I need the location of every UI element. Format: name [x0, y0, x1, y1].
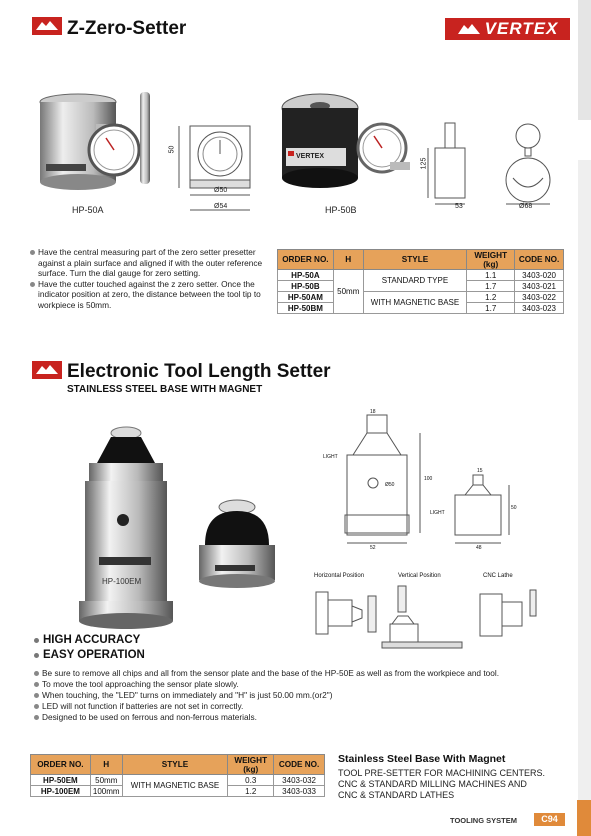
brand-logo [445, 18, 570, 40]
table-header: CODE NO. [515, 250, 564, 270]
table-row: HP-50A 50mm STANDARD TYPE 1.1 3403-020 [278, 270, 564, 281]
drawing-label: 18 [370, 409, 376, 415]
dim-label: 125 [420, 157, 428, 170]
dim-label: 50 [168, 145, 176, 154]
dim-label: Ø50 [214, 187, 228, 194]
dim-label: Ø54 [214, 203, 228, 210]
drawing-label: 50 [511, 505, 517, 511]
side-line: CNC & STANDARD MILLING MACHINES AND [338, 779, 527, 789]
dim-label: 53 [455, 203, 463, 210]
brand-icon [32, 361, 62, 379]
table-row: HP-50BM 1.7 3403-023 [278, 303, 564, 314]
section-title: Electronic Tool Length Setter [67, 361, 331, 382]
hp50b-photo [278, 88, 418, 203]
drawing-label: Ø50 [385, 482, 395, 488]
product-label: HP-50A [72, 205, 104, 215]
svg-text:VERTEX: VERTEX [296, 153, 325, 160]
table-row: HP-50B 1.7 3403-021 [278, 281, 564, 292]
table-row: HP-50AM WITH MAGNETIC BASE 1.2 3403-022 [278, 292, 564, 303]
spec-table [30, 754, 325, 797]
sidebar-tab [578, 160, 591, 836]
side-description [338, 768, 545, 801]
table-row: HP-100EM 100mm 1.2 3403-033 [31, 786, 325, 797]
notes-list [30, 247, 268, 311]
brand-name: VERTEX [484, 19, 559, 38]
table-header: WEIGHT (kg) [467, 250, 515, 270]
drawing-label: LIGHT [323, 454, 338, 460]
notes-list [34, 668, 574, 723]
side-title: Stainless Steel Base With Magnet [338, 753, 506, 765]
side-line: TOOL PRE-SETTER FOR MACHINING CENTERS. [338, 768, 546, 778]
page-tab [577, 800, 591, 836]
note-item: LED will not function if batteries are not set in correctly. [34, 701, 574, 712]
hp50a-photo [36, 90, 171, 205]
section-title: Z-Zero-Setter [67, 18, 187, 39]
electronic-setter-drawing [315, 405, 515, 560]
page-number: C94 [534, 813, 565, 826]
brand-icon [32, 17, 62, 35]
section-subtitle: STAINLESS STEEL BASE WITH MAGNET [67, 384, 263, 395]
feature-list [34, 634, 145, 661]
note-item: Have the central measuring part of the zero setter presetter against a plain surface and aligned if with the outer reference surface. Turn the dial gauge for zero setting. [30, 247, 268, 279]
position-label: CNC Lathe [483, 573, 513, 579]
position-diagrams [312, 582, 552, 657]
position-label: Horizontal Position [314, 573, 365, 579]
table-row: HP-50EM 50mm WITH MAGNETIC BASE 0.3 3403-032 [31, 775, 325, 786]
table-header: H [90, 755, 122, 775]
feature-item: HIGH ACCURACY [34, 634, 145, 646]
table-header: STYLE [122, 755, 228, 775]
note-item: To move the tool approaching the sensor plate slowly. [34, 679, 574, 690]
spec-table [277, 249, 564, 314]
dim-label: Ø68 [519, 203, 533, 210]
note-item: Have the cutter touched against the z zero setter. Once the indicator position at zero, the distance between the tool tip to workpiece is 50mm. [30, 279, 268, 311]
product-label: HP-50B [325, 205, 357, 215]
feature-item: EASY OPERATION [34, 649, 145, 661]
device-label: HP-100EM [102, 577, 142, 586]
note-item: Designed to be used on ferrous and non-ferrous materials. [34, 712, 574, 723]
table-header: WEIGHT (kg) [228, 755, 274, 775]
hp50b-drawing [425, 118, 565, 223]
table-header: ORDER NO. [31, 755, 91, 775]
drawing-label: 52 [370, 545, 376, 551]
side-line: CNC & STANDARD LATHES [338, 790, 455, 800]
sidebar-tab [578, 0, 591, 120]
table-header: CODE NO. [274, 755, 325, 775]
drawing-label: 100 [424, 476, 433, 482]
note-item: When touching, the "LED" turns on immediately and "H" is just 50.00 mm.(or2") [34, 690, 574, 701]
note-item: Be sure to remove all chips and all from the sensor plate and the base of the HP-50E as well as from the workpiece and tool. [34, 668, 574, 679]
table-header: STYLE [363, 250, 467, 270]
table-header: ORDER NO. [278, 250, 334, 270]
footer-label: TOOLING SYSTEM [450, 816, 517, 825]
drawing-label: LIGHT [430, 510, 445, 516]
position-label: Vertical Position [398, 573, 441, 579]
table-header: H [333, 250, 363, 270]
electronic-setter-photo [75, 425, 280, 640]
drawing-label: 15 [477, 468, 483, 474]
drawing-label: 48 [476, 545, 482, 551]
